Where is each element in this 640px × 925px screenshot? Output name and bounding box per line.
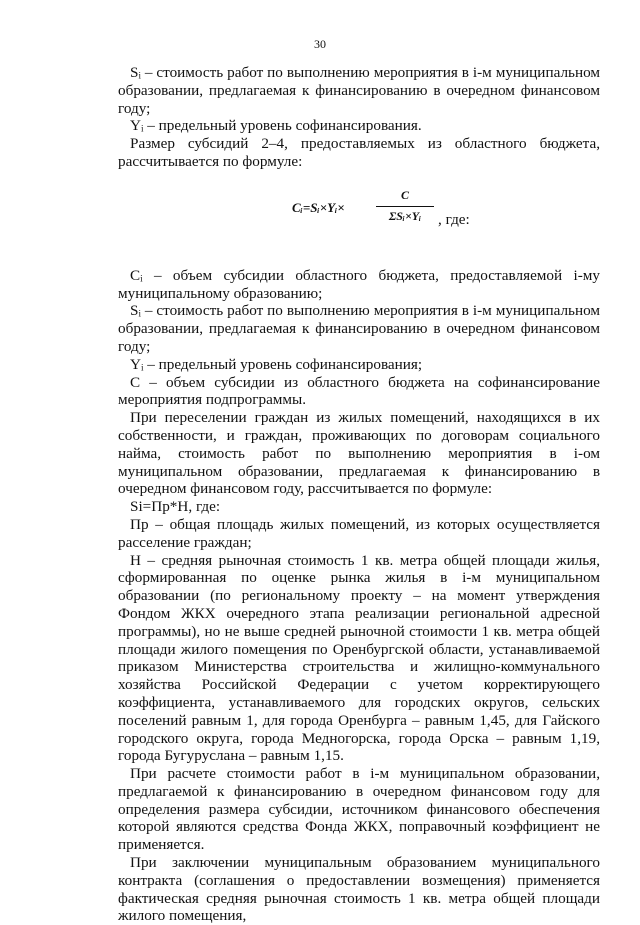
formula-suffix: , где: [438, 210, 470, 228]
paragraph: При переселении граждан из жилых помещений, находящихся в их собственности, и граждан, проживающих по договорам социального найма, стоимость работ по выполнению мероприятия в i-ом муниципальном образовании, предлагаемая к финансированию в очередном финансовом году, рассчитывается по формуле: [118, 409, 600, 498]
formula-denominator: ΣSᵢ×Yᵢ [388, 208, 422, 223]
paragraph: Н – средняя рыночная стоимость 1 кв. метра общей площади жилья, сформированная по оценке рынка жилья в i-м муниципальном образовании (по региональному проекту – на момент утверждения Фондом ЖКХ очередного этапа реализации региональной адресной программы), но не выше средней рыночной стоимости 1 кв. метра общей площади жилого помещения по Оренбургской области, устанавливаемой приказом Министерства строительства и жилищно-коммунального хозяйства Российской Федерации с учетом корректирующего коэффициента, устанавливаемого для городских округов, сельских поселений равным 1, для города Оренбурга – равным 1,45, для Гайского городского округа, города Медногорска, города Орска – равным 1,19, города Бугуруслана – равным 1,15. [118, 551, 600, 765]
document-body [118, 64, 600, 925]
paragraph: Cᵢ – объем субсидии областного бюджета, предоставляемой i-му муниципальному образованию; [118, 266, 600, 302]
paragraph: Yᵢ – предельный уровень софинансирования; [130, 355, 423, 373]
cost-formula: Si=Пр*Н, где: [130, 498, 221, 516]
paragraph: Yᵢ – предельный уровень софинансирования. [130, 117, 422, 135]
formula-left-side: Cᵢ=Sᵢ×Yᵢ× [292, 199, 345, 215]
paragraph: Пр – общая площадь жилых помещений, из которых осуществляется расселение граждан; [118, 515, 600, 551]
formula-fraction [376, 187, 434, 226]
paragraph: Размер субсидий 2–4, предоставляемых из областного бюджета, рассчитывается по формуле: [118, 135, 600, 170]
paragraph: При расчете стоимости работ в i-м муниципальном образовании, предлагаемой к финансированию в очередном финансовом году для определения размера субсидии, источником финансового обеспечения которой являются средства Фонда ЖКХ, поправочный коэффициент не применяется. [118, 765, 600, 854]
paragraph: Sᵢ – стоимость работ по выполнению мероприятия в i-м муниципальном образовании, предлагаемая к финансированию в очередном финансовом году; [118, 302, 600, 355]
paragraph: С – объем субсидии из областного бюджета на софинансирование мероприятия подпрограммы. [118, 373, 600, 409]
paragraph: При заключении муниципальным образованием муниципального контракта (соглашения о предоставлении возмещения) применяется фактическая средняя рыночная стоимость 1 кв. метра общей площади жилого помещения, [118, 854, 600, 925]
page-number: 30 [314, 37, 326, 51]
formula-numerator: C [376, 187, 434, 207]
paragraph: Sᵢ – стоимость работ по выполнению мероприятия в i-м муниципальном образовании, предлагаемая к финансированию в очередном финансовом году; [118, 64, 600, 117]
subsidy-formula [118, 185, 600, 251]
